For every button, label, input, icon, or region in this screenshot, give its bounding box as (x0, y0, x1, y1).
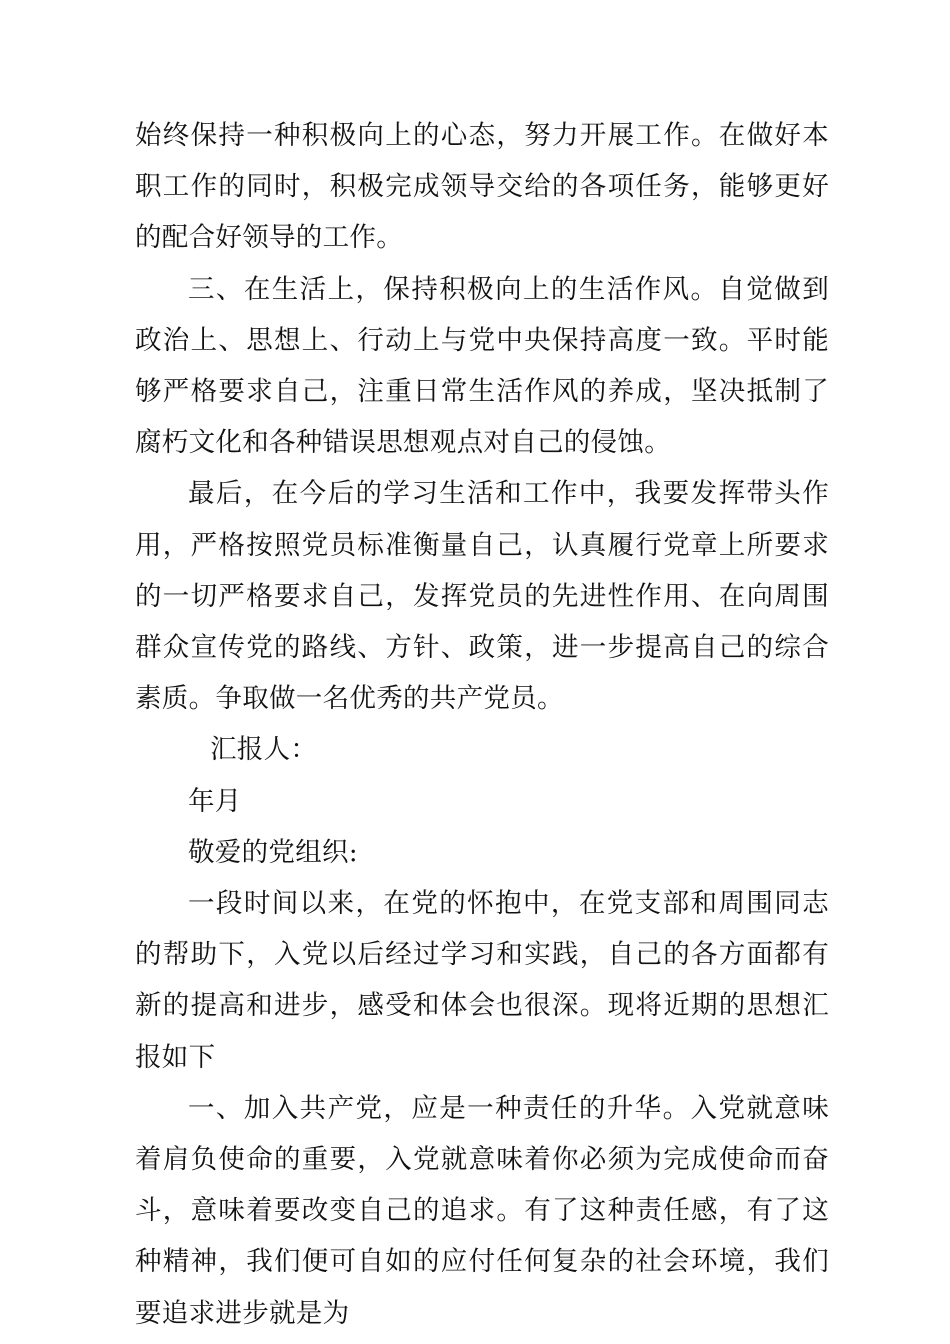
paragraph-section-one: 一、加入共产党，应是一种责任的升华。入党就意味着肩负使命的重要，入党就意味着你必须为完成使命而奋斗，意味着要改变自己的追求。有了这种责任感，有了这种精神，我们便可自如的应付任何复杂的社会环境，我们要追求进步就是为 (135, 1092, 829, 1329)
document-body (135, 110, 829, 1339)
paragraph-continuation: 始终保持一种积极向上的心态，努力开展工作。在做好本职工作的同时，积极完成领导交给的各项任务，能够更好的配合好领导的工作。 (135, 120, 829, 254)
paragraph-conclusion: 最后，在今后的学习生活和工作中，我要发挥带头作用，严格按照党员标准衡量自己，认真履行党章上所要求的一切严格要求自己，发挥党员的先进性作用、在向周围群众宣传党的路线、方针、政策，进一步提高自己的综合素质。争取做一名优秀的共产党员。 (135, 478, 829, 715)
paragraph-section-three: 三、在生活上，保持积极向上的生活作风。自觉做到政治上、思想上、行动上与党中央保持高度一致。平时能够严格要求自己，注重日常生活作风的养成，坚决抵制了腐朽文化和各种错误思想观点对自己的侵蚀。 (135, 273, 829, 459)
paragraph-letter-intro: 一段时间以来，在党的怀抱中，在党支部和周围同志的帮助下，入党以后经过学习和实践，自己的各方面都有新的提高和进步，感受和体会也很深。现将近期的思想汇报如下 (135, 888, 829, 1073)
salutation: 敬爱的党组织: (188, 836, 359, 868)
date-label: 年月 (188, 785, 242, 817)
signer-label: 汇报人： (210, 734, 318, 766)
